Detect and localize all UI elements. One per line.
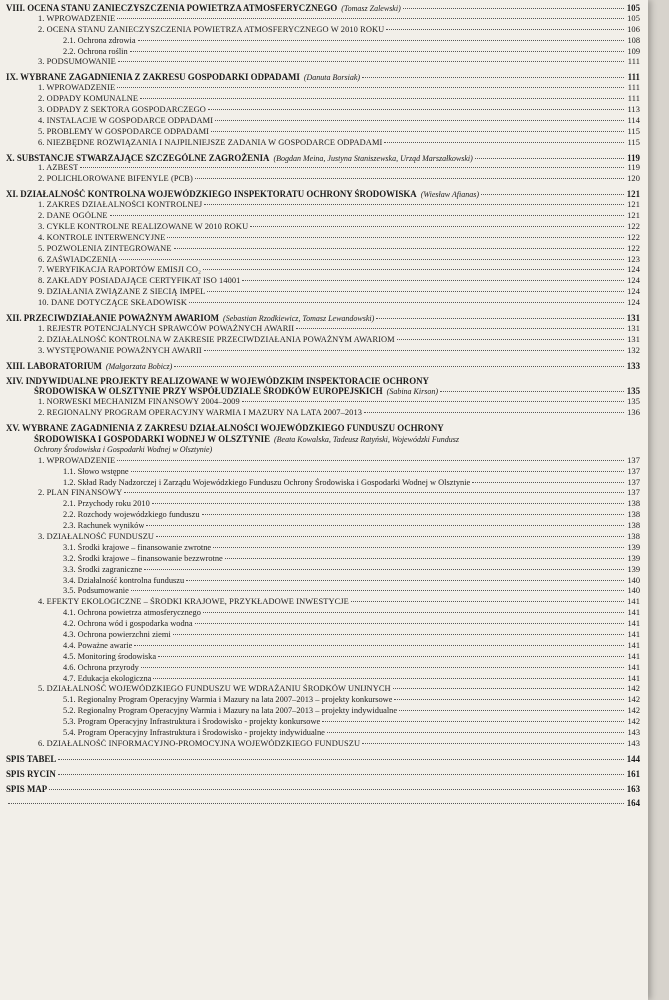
- toc-page-number: 144: [626, 753, 640, 764]
- toc-page-number: 141: [627, 662, 640, 672]
- toc-page-number: 120: [627, 174, 640, 184]
- toc-page-number: 122: [627, 221, 640, 231]
- dot-leader: [140, 98, 624, 99]
- dot-leader: [327, 732, 624, 733]
- toc-entry: [0, 408, 648, 419]
- toc-page-number: 115: [627, 126, 640, 136]
- toc-entry: [0, 127, 648, 138]
- toc-entry-title: 4. EFEKTY EKOLOGICZNE – ŚRODKI KRAJOWE, PRZYKŁADOWE INWESTYCJE: [38, 597, 349, 607]
- toc-page-number: 105: [627, 13, 640, 23]
- dot-leader: [173, 634, 624, 635]
- dot-leader: [481, 194, 624, 195]
- dot-leader: [153, 678, 624, 679]
- toc-entry-title: 2. DANE OGÓLNE: [38, 211, 108, 221]
- toc-entry-author: (Beata Kowalska, Tadeusz Ratyński, Wojewódzki Fundusz: [273, 434, 459, 444]
- toc-entry: [0, 276, 648, 287]
- dot-leader: [195, 623, 624, 624]
- toc-entry-title: 2.3. Rachunek wyników: [63, 521, 145, 531]
- toc-entry-title: 9. DZIAŁANIA ZWIĄZANE Z SIECIĄ IMPEL: [38, 287, 206, 297]
- toc-page-number: 142: [627, 717, 640, 727]
- toc-page-number: 131: [626, 313, 640, 324]
- dot-leader: [131, 590, 624, 591]
- dot-leader: [376, 318, 624, 319]
- toc-entry-title: 1. NORWESKI MECHANIZM FINANSOWY 2004–2009: [38, 397, 240, 407]
- toc-entry: [0, 324, 648, 335]
- toc-entry-title: 1. ZAKRES DZIAŁALNOŚCI KONTROLNEJ: [38, 200, 203, 210]
- toc-subentry: [0, 576, 648, 587]
- toc-entry-title: 2. OCENA STANU ZANIECZYSZCZENIA POWIETRZA ATMOSFERYCZNEGO W 2010 ROKU: [38, 24, 385, 34]
- dot-leader: [225, 558, 624, 559]
- toc-entry: [0, 298, 648, 309]
- dot-leader: [384, 142, 624, 143]
- toc-page-number: 137: [627, 488, 640, 498]
- dot-leader: [364, 412, 624, 413]
- toc-page-number: 114: [627, 115, 640, 125]
- dot-leader: [386, 29, 624, 30]
- toc-entry-title: 6. NIEZBĘDNE ROZWIĄZANIA I NAJPILNIEJSZE ZADANIA W GOSPODARCE ODPADAMI: [38, 137, 383, 147]
- toc-subentry: [0, 619, 648, 630]
- dot-leader: [403, 8, 624, 9]
- toc-subentry: [0, 554, 648, 565]
- dot-leader: [144, 569, 624, 570]
- toc-entry-title: XII. PRZECIWDZIAŁANIE POWAŻNYM AWARIOM (Sebastian Rzodkiewicz, Tomasz Lewandowski): [6, 313, 375, 324]
- toc-section-heading-continuation: [0, 434, 648, 445]
- toc-entry: [0, 14, 648, 25]
- toc-entry-title: 1. WPROWADZENIE: [38, 455, 116, 465]
- dot-leader: [351, 601, 624, 602]
- toc-entry-title: 2. REGIONALNY PROGRAM OPERACYJNY WARMIA I MAZURY NA LATA 2007–2013: [38, 408, 363, 418]
- dot-leader: [167, 237, 624, 238]
- toc-page-number: 140: [627, 586, 640, 596]
- toc-page-number: 108: [627, 35, 640, 45]
- toc-page-number: 124: [627, 287, 640, 297]
- toc-page-number: 119: [627, 163, 640, 173]
- toc-page-number: 142: [627, 695, 640, 705]
- toc-page-number: 124: [627, 298, 640, 308]
- toc-entry-title: 4.7. Edukacja ekologiczna: [63, 673, 152, 683]
- dot-leader: [146, 525, 624, 526]
- toc-entry-title: 10. DANE DOTYCZĄCE SKŁADOWISK: [38, 298, 187, 308]
- dot-leader: [211, 131, 624, 132]
- toc-page-number: 141: [627, 597, 640, 607]
- toc-section-heading: [0, 376, 648, 387]
- dot-leader: [186, 580, 624, 581]
- dot-leader: [117, 87, 624, 88]
- toc-entry: [0, 244, 648, 255]
- toc-page-number: 164: [626, 798, 640, 809]
- toc-entry: [0, 174, 648, 185]
- toc-entry-title: 2. PLAN FINANSOWY: [38, 488, 123, 498]
- toc-entry-title: 3.2. Środki krajowe – finansowanie bezzwrotne: [63, 553, 223, 563]
- toc-page-number: 142: [627, 684, 640, 694]
- dot-leader: [131, 471, 624, 472]
- dot-leader: [393, 688, 624, 689]
- toc-entry-title: 1. AZBEST: [38, 163, 79, 173]
- toc-entry-author: (Bogdan Meina, Justyna Staniszewska, Urząd Marszałkowski): [273, 153, 473, 163]
- toc-page-number: 137: [627, 455, 640, 465]
- toc-page-number: 143: [627, 728, 640, 737]
- toc-section-heading: [0, 769, 648, 780]
- toc-page-number: 139: [627, 564, 640, 574]
- toc-entry: [0, 255, 648, 266]
- toc-page-number: 142: [627, 706, 640, 716]
- toc-subentry: [0, 521, 648, 532]
- toc-subentry: [0, 499, 648, 510]
- toc-section-heading: [0, 754, 648, 765]
- toc-subentry: [0, 608, 648, 619]
- toc-subentry: [0, 543, 648, 554]
- toc-entry-title: 3. PODSUMOWANIE: [38, 57, 116, 67]
- toc-entry: [0, 684, 648, 695]
- toc-page-number: 141: [627, 640, 640, 650]
- dot-leader: [362, 743, 624, 744]
- toc-entry-title: 4.4. Poważne awarie: [63, 640, 133, 650]
- toc-entry-title: 2.1. Ochrona zdrowia: [63, 35, 136, 45]
- toc-entry: [0, 397, 648, 408]
- toc-entry: [0, 335, 648, 346]
- toc-page-number: 111: [627, 83, 640, 93]
- toc-entry-title: 4.2. Ochrona wód i gospodarka wodna: [63, 619, 193, 629]
- toc-section-heading: [0, 784, 648, 795]
- toc-page-number: 139: [627, 542, 640, 552]
- toc-page-number: 115: [627, 137, 640, 147]
- toc-entry-title: 5.1. Regionalny Program Operacyjny Warmia i Mazury na lata 2007–2013 – projekty konkursowe: [63, 695, 393, 705]
- dot-leader: [215, 120, 624, 121]
- table-of-contents: [0, 3, 648, 809]
- toc-entry-title: 5.3. Program Operacyjny Infrastruktura i Środowisko - projekty konkursowe: [63, 717, 321, 727]
- toc-entry-title: SPIS TABEL: [6, 753, 57, 764]
- toc-page-number: 121: [627, 200, 640, 210]
- toc-subentry: [0, 663, 648, 674]
- toc-entry-title: 6. ZAŚWIADCZENIA: [38, 254, 118, 264]
- dot-leader: [8, 803, 624, 804]
- dot-leader: [472, 482, 624, 483]
- toc-entry: [0, 116, 648, 127]
- dot-leader: [322, 721, 624, 722]
- toc-subentry: [0, 706, 648, 717]
- toc-entry: [0, 488, 648, 499]
- toc-entry-title: 2.1. Przychody roku 2010: [63, 499, 150, 509]
- dot-leader: [174, 366, 624, 367]
- toc-subentry: [0, 728, 648, 739]
- toc-entry-title: 5.2. Regionalny Program Operacyjny Warmia i Mazury na lata 2007–2013 – projekty indywidualne: [63, 706, 398, 716]
- dot-leader: [117, 460, 624, 461]
- toc-page-number: 109: [627, 46, 640, 56]
- toc-entry: [0, 597, 648, 608]
- toc-page-number: 113: [627, 105, 640, 115]
- toc-page-number: 123: [627, 254, 640, 264]
- toc-entry-title: VIII. OCENA STANU ZANIECZYSZCZENIA POWIETRZA ATMOSFERYCZNEGO (Tomasz Zalewski): [6, 3, 401, 13]
- toc-entry-title: 2.2. Ochrona roślin: [63, 46, 128, 56]
- toc-page-number: 121: [626, 189, 640, 200]
- toc-entry: [0, 163, 648, 174]
- toc-subentry: [0, 641, 648, 652]
- toc-entry: [0, 57, 648, 68]
- toc-subentry: [0, 510, 648, 521]
- toc-entry-title: 3. WYSTĘPOWANIE POWAŻNYCH AWARII: [38, 345, 202, 355]
- toc-page-number: 135: [627, 397, 640, 407]
- toc-subentry: [0, 565, 648, 576]
- dot-leader: [362, 77, 624, 78]
- toc-subentry: [0, 652, 648, 663]
- toc-entry-author: (Sabina Kirson): [386, 387, 439, 397]
- toc-entry: [0, 200, 648, 211]
- toc-subentry: [0, 47, 648, 58]
- dot-leader: [242, 280, 624, 281]
- toc-page-number: 163: [626, 783, 640, 794]
- toc-page-number: 124: [627, 276, 640, 286]
- toc-entry-title-continued: ŚRODOWISKA I GOSPODARKI WODNEJ W OLSZTYNIE (Beata Kowalska, Tadeusz Ratyński, Wojewódzki Fundusz: [34, 433, 459, 444]
- toc-page-number: 137: [627, 466, 640, 476]
- toc-page-number: 140: [627, 575, 640, 585]
- toc-page-number: 111: [627, 57, 640, 67]
- toc-entry-title: 4.6. Ochrona przyrody: [63, 662, 139, 672]
- toc-entry-title: 1. WPROWADZENIE: [38, 83, 116, 93]
- toc-entry-title: 4.3. Ochrona powierzchni ziemi: [63, 629, 171, 639]
- toc-entry-title: 2. ODPADY KOMUNALNE: [38, 94, 139, 104]
- toc-entry-author: (Małgorzata Bobicz): [105, 361, 173, 371]
- toc-entry-title: 5. PROBLEMY W GOSPODARCE ODPADAMI: [38, 126, 210, 136]
- toc-entry: [0, 222, 648, 233]
- toc-entry-title: 4. INSTALACJE W GOSPODARCE ODPADAMI: [38, 115, 214, 125]
- toc-entry-title: 5. POZWOLENIA ZINTEGROWANE: [38, 243, 172, 253]
- toc-entry-title: 3.5. Podsumowanie: [63, 586, 129, 596]
- dot-leader: [203, 612, 624, 613]
- toc-entry-author: (Danuta Borsiak): [303, 73, 361, 83]
- dot-leader: [152, 503, 624, 504]
- toc-section-heading: [0, 72, 648, 83]
- dot-leader: [207, 291, 624, 292]
- dot-leader: [203, 269, 624, 270]
- toc-entry-title: 4. KONTROLE INTERWENCYJNE: [38, 232, 166, 242]
- toc-entry: [0, 233, 648, 244]
- toc-section-heading: [0, 423, 648, 434]
- toc-page-number: 138: [627, 521, 640, 531]
- toc-page-number: 138: [627, 510, 640, 520]
- dot-leader: [195, 178, 624, 179]
- dot-leader: [158, 656, 624, 657]
- dot-leader: [250, 226, 624, 227]
- toc-page-number: 119: [627, 152, 640, 163]
- toc-page-number: 141: [627, 608, 640, 618]
- toc-entry-title: 3.3. Środki zagraniczne: [63, 564, 143, 574]
- dot-leader: [130, 51, 624, 52]
- toc-entry-title: 1. REJESTR POTENCJALNYCH SPRAWCÓW POWAŻNYCH AWARII: [38, 323, 295, 333]
- toc-entry-author-continued: Ochrony Środowiska i Gospodarki Wodnej w Olsztynie): [34, 444, 213, 454]
- dot-leader: [394, 699, 624, 700]
- toc-page-number: 131: [627, 323, 640, 333]
- toc-entry-title: 4.5. Monitoring środowiska: [63, 651, 157, 661]
- dot-leader: [213, 547, 624, 548]
- toc-page-number: 143: [627, 738, 640, 748]
- dot-leader: [134, 645, 624, 646]
- toc-entry-title: 3. DZIAŁALNOŚĆ FUNDUSZU: [38, 531, 155, 541]
- toc-subentry: [0, 674, 648, 685]
- dot-leader: [174, 248, 624, 249]
- toc-entry: [0, 265, 648, 276]
- toc-entry-title: 8. ZAKŁADY POSIADAJĄCE CERTYFIKAT ISO 14001: [38, 276, 241, 286]
- dot-leader: [242, 401, 624, 402]
- toc-entry: [0, 83, 648, 94]
- dot-leader: [119, 259, 624, 260]
- toc-entry: [0, 456, 648, 467]
- dot-leader: [475, 158, 624, 159]
- toc-entry-title: SPIS RYCIN: [6, 768, 56, 779]
- dot-leader: [117, 18, 624, 19]
- toc-page-number: 132: [627, 345, 640, 355]
- toc-entry: [0, 105, 648, 116]
- toc-page-number: 106: [627, 24, 640, 34]
- toc-page-number: 139: [627, 553, 640, 563]
- toc-page-number: 131: [627, 334, 640, 344]
- toc-page-number: 141: [627, 619, 640, 629]
- toc-entry: [0, 138, 648, 149]
- toc-entry-title: 3. CYKLE KONTROLNE REALIZOWANE W 2010 ROKU: [38, 221, 249, 231]
- toc-page-number: 138: [627, 499, 640, 509]
- dot-leader: [58, 774, 624, 775]
- dot-leader: [296, 328, 624, 329]
- toc-entry-author: (Sebastian Rzodkiewicz, Tomasz Lewandowski): [223, 314, 375, 324]
- toc-page-number: 121: [627, 211, 640, 221]
- toc-entry-title: 3.4. Działalność kontrolna funduszu: [63, 575, 185, 585]
- dot-leader: [118, 61, 624, 62]
- toc-entry-title: 3.1. Środki krajowe – finansowanie zwrotne: [63, 542, 212, 552]
- toc-page-number: 161: [626, 768, 640, 779]
- toc-entry-title: 1.1. Słowo wstępne: [63, 466, 129, 476]
- toc-section-heading: [0, 189, 648, 200]
- toc-entry-title: 2.2. Rozchody wojewódzkiego funduszu: [63, 510, 200, 520]
- toc-entry: [0, 287, 648, 298]
- dot-leader: [397, 339, 624, 340]
- toc-entry-title: 1. WPROWADZENIE: [38, 13, 116, 23]
- toc-entry-title: 5.4. Program Operacyjny Infrastruktura i Środowisko - projekty indywidualne: [63, 728, 325, 737]
- toc-subentry: [0, 36, 648, 47]
- toc-entry-author: (Tomasz Zalewski): [341, 4, 401, 13]
- toc-entry-title-continued: ŚRODOWISKA W OLSZTYNIE PRZY WSPÓŁUDZIALE ŚRODKÓW EUROPEJSKICH (Sabina Kirson): [34, 386, 439, 397]
- toc-page-number: 111: [627, 94, 640, 104]
- toc-page-number: 122: [627, 232, 640, 242]
- toc-entry-title: 3. ODPADY Z SEKTORA GOSPODARCZEGO: [38, 105, 206, 115]
- toc-page-number: 137: [627, 477, 640, 487]
- dot-leader: [440, 391, 624, 392]
- toc-subentry: [0, 478, 648, 489]
- toc-subentry: [0, 467, 648, 478]
- toc-page-number: 141: [627, 673, 640, 683]
- dot-leader: [202, 514, 624, 515]
- toc-entry: [0, 25, 648, 36]
- toc-entry-author: (Wiesław Afianas): [420, 190, 479, 200]
- toc-entry-title: 4.1. Ochrona powietrza atmosferycznego: [63, 608, 201, 618]
- toc-entry-title: 2. POLICHLOROWANE BIFENYLE (PCB): [38, 174, 193, 184]
- toc-page-number: 122: [627, 243, 640, 253]
- toc-entry: [0, 739, 648, 750]
- toc-entry-title: XIV. INDYWIDUALNE PROJEKTY REALIZOWANE W WOJEWÓDZKIM INSPEKTORACIE OCHRONY: [6, 375, 429, 386]
- toc-section-heading-continuation: [0, 386, 648, 397]
- dot-leader: [58, 759, 624, 760]
- toc-subentry: [0, 717, 648, 728]
- toc-page-number: 124: [627, 265, 640, 275]
- toc-entry-title: 1.2. Skład Rady Nadzorczej i Zarządu Wojewódzkiego Funduszu Ochrony Środowiska i Gospodarki Wodnej w Olsztynie: [63, 477, 471, 487]
- toc-entry-title: X. SUBSTANCJE STWARZAJĄCE SZCZEGÓLNE ZAGROŻENIA (Bogdan Meina, Justyna Staniszewska, Urząd Marszałkowski): [6, 152, 473, 163]
- dot-leader: [80, 167, 624, 168]
- toc-entry-title: IX. WYBRANE ZAGADNIENIA Z ZAKRESU GOSPODARKI ODPADAMI (Danuta Borsiak): [6, 72, 361, 83]
- dot-leader: [141, 667, 624, 668]
- toc-subentry: [0, 695, 648, 706]
- dot-leader: [204, 350, 624, 351]
- toc-entry: [0, 346, 648, 357]
- toc-section-heading: [0, 153, 648, 164]
- dot-leader: [49, 789, 624, 790]
- dot-leader: [138, 40, 624, 41]
- toc-section-heading: [0, 361, 648, 372]
- dot-leader: [189, 302, 624, 303]
- toc-subentry: [0, 586, 648, 597]
- toc-page-number: 141: [627, 651, 640, 661]
- toc-entry-title: 2. DZIAŁALNOŚĆ KONTROLNA W ZAKRESIE PRZECIWDZIAŁANIA POWAŻNYM AWARIOM: [38, 334, 395, 344]
- toc-entry: [0, 532, 648, 543]
- dot-leader: [208, 109, 624, 110]
- toc-entry: [0, 211, 648, 222]
- toc-page-number: 133: [626, 360, 640, 371]
- toc-subentry: [0, 630, 648, 641]
- toc-page-number: 111: [627, 72, 640, 83]
- toc-entry: [0, 94, 648, 105]
- toc-entry-title: 6. DZIAŁALNOŚĆ INFORMACYJNO-PROMOCYJNA WOJEWÓDZKIEGO FUNDUSZU: [38, 738, 361, 748]
- toc-page-number: 138: [627, 531, 640, 541]
- toc-entry-title: XV. WYBRANE ZAGADNIENIA Z ZAKRESU DZIAŁALNOŚCI WOJEWÓDZKIEGO FUNDUSZU OCHRONY: [6, 423, 444, 434]
- toc-section-heading: [0, 798, 648, 809]
- dot-leader: [399, 710, 624, 711]
- toc-section-heading: [0, 313, 648, 324]
- toc-page-number: 105: [626, 3, 640, 13]
- toc-page-number: 136: [627, 408, 640, 418]
- dot-leader: [204, 204, 624, 205]
- toc-entry-title: 7. WERYFIKACJA RAPORTÓW EMISJI CO₂: [38, 265, 202, 275]
- toc-section-heading: [0, 3, 648, 14]
- toc-entry-title: 5. DZIAŁALNOŚĆ WOJEWÓDZKIEGO FUNDUSZU WE WDRAŻANIU ŚRODKÓW UNIJNYCH: [38, 684, 391, 694]
- dot-leader: [156, 536, 624, 537]
- toc-page-number: 135: [626, 386, 640, 397]
- dot-leader: [124, 492, 624, 493]
- dot-leader: [110, 215, 624, 216]
- toc-page-number: 141: [627, 629, 640, 639]
- toc-entry-title: SPIS MAP: [6, 783, 48, 794]
- toc-entry-title: XI. DZIAŁALNOŚĆ KONTROLNA WOJEWÓDZKIEGO INSPEKTORATU OCHRONY ŚRODOWISKA (Wiesław Afianas): [6, 189, 479, 200]
- toc-entry-title: XIII. LABORATORIUM (Małgorzata Bobicz): [6, 360, 173, 371]
